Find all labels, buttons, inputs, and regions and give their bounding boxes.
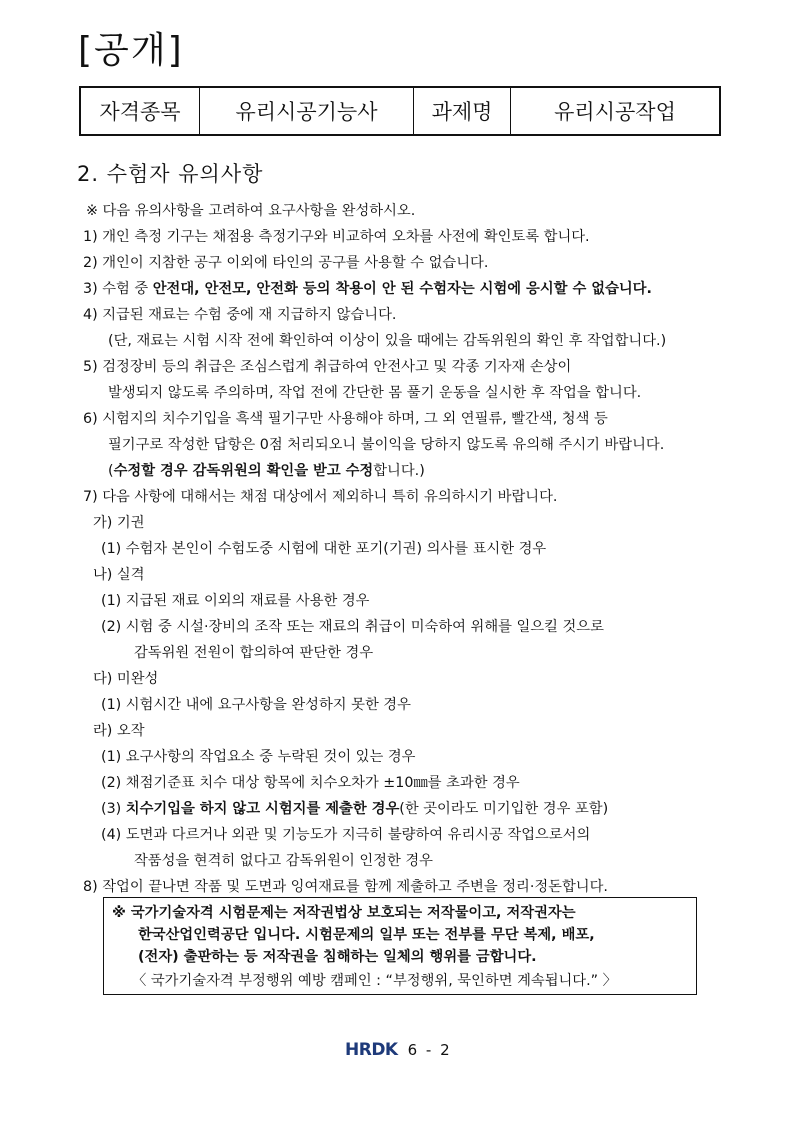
sub-ra: 라) 오작 [93, 723, 145, 739]
sub-na-1: (1) 지급된 재료 이외의 재료를 사용한 경우 [101, 593, 370, 609]
sub-da-1: (1) 시험시간 내에 요구사항을 완성하지 못한 경우 [101, 697, 411, 713]
sub-ra-3 [101, 800, 608, 818]
item-5: 5) 검정장비 등의 취급은 조심스럽게 취급하여 안전사고 및 각종 기자재 손상이 [83, 359, 572, 375]
notice-campaign: 〈 국가기술자격 부정행위 예방 캠페인 : “부정행위, 묵인하면 계속됩니다.” 〉 [132, 973, 617, 989]
sub-ra-3-suffix: (한 곳이라도 미기입한 경우 포함) [399, 801, 609, 817]
item-4-note: (단, 재료는 시험 시작 전에 확인하여 이상이 있을 때에는 감독위원의 확인 후 작업합니다.) [108, 333, 667, 349]
sub-na: 나) 실격 [93, 567, 145, 583]
sub-ra-2: (2) 채점기준표 치수 대상 항목에 치수오차가 ±10㎜를 초과한 경우 [101, 775, 520, 791]
sub-da: 다) 미완성 [93, 671, 159, 687]
info-table [79, 86, 721, 136]
item-8: 8) 작업이 끝나면 작품 및 도면과 잉여재료를 함께 제출하고 주변을 정리·정돈합니다. [83, 879, 608, 895]
task-label: 과제명 [413, 88, 510, 134]
item-6: 6) 시험지의 치수기입을 흑색 필기구만 사용해야 하며, 그 외 연필류, 빨간색, 청색 등 [83, 411, 608, 427]
item-2: 2) 개인이 지참한 공구 이외에 타인의 공구를 사용할 수 없습니다. [83, 255, 489, 271]
notice-line-3: (전자) 출판하는 등 저작권을 침해하는 일체의 행위를 금합니다. [138, 949, 537, 965]
item-6-note-close: 합니다.) [373, 463, 425, 479]
notice-line-1: ※ 국가기술자격 시험문제는 저작권법상 보호되는 저작물이고, 저작권자는 [112, 905, 576, 921]
item-6-cont: 필기구로 작성한 답항은 0점 처리되오니 불이익을 당하지 않도록 유의해 주시기 바랍니다. [108, 437, 665, 453]
sub-na-2: (2) 시험 중 시설·장비의 조작 또는 재료의 취급이 미숙하여 위해를 일으킬 것으로 [101, 619, 604, 635]
public-label: [공개] [78, 30, 184, 71]
page-number: 6 - 2 [407, 1041, 452, 1059]
section-title: 2. 수험자 유의사항 [77, 162, 264, 186]
item-3-prefix: 3) 수험 중 [83, 281, 153, 297]
sub-ra-4: (4) 도면과 다르거나 외관 및 기능도가 지극히 불량하여 유리시공 작업으로서의 [101, 827, 591, 843]
category-value: 유리시공기능사 [199, 88, 413, 134]
notice-line-2: 한국산업인력공단 입니다. 시험문제의 일부 또는 전부를 무단 복제, 배포, [138, 927, 595, 943]
item-7: 7) 다음 사항에 대해서는 채점 대상에서 제외하니 특히 유의하시기 바랍니다. [83, 489, 558, 505]
intro-line: ※ 다음 유의사항을 고려하여 요구사항을 완성하시오. [86, 203, 416, 219]
item-1: 1) 개인 측정 기구는 채점용 측정기구와 비교하여 오차를 사전에 확인토록 합니다. [83, 229, 590, 245]
item-6-note-open: ( [108, 463, 114, 479]
copyright-notice-box [103, 897, 697, 995]
item-3-bold: 안전대, 안전모, 안전화 등의 착용이 안 된 수험자는 시험에 응시할 수 없습니다. [152, 281, 652, 297]
sub-ga-1: (1) 수험자 본인이 수험도중 시험에 대한 포기(기권) 의사를 표시한 경우 [101, 541, 547, 557]
page-footer [345, 1040, 452, 1060]
sub-ra-4-cont: 작품성을 현격히 없다고 감독위원이 인정한 경우 [134, 853, 433, 869]
sub-ra-1: (1) 요구사항의 작업요소 중 누락된 것이 있는 경우 [101, 749, 416, 765]
item-6-note-bold: 수정할 경우 감독위원의 확인을 받고 수정 [113, 463, 374, 479]
sub-na-2-cont: 감독위원 전원이 합의하여 판단한 경우 [134, 645, 374, 661]
sub-ra-3-prefix: (3) [101, 801, 126, 817]
item-5-cont: 발생되지 않도록 주의하며, 작업 전에 간단한 몸 풀기 운동을 실시한 후 작업을 합니다. [108, 385, 642, 401]
item-4: 4) 지급된 재료는 수험 중에 재 지급하지 않습니다. [83, 307, 397, 323]
sub-ga: 가) 기권 [93, 515, 145, 531]
sub-ra-3-bold: 치수기입을 하지 않고 시험지를 제출한 경우 [125, 801, 400, 817]
hrdk-logo: HRDK [345, 1040, 398, 1060]
category-label: 자격종목 [99, 100, 181, 124]
item-3 [83, 280, 652, 298]
item-6-note [108, 462, 425, 480]
task-value: 유리시공작업 [510, 88, 719, 134]
